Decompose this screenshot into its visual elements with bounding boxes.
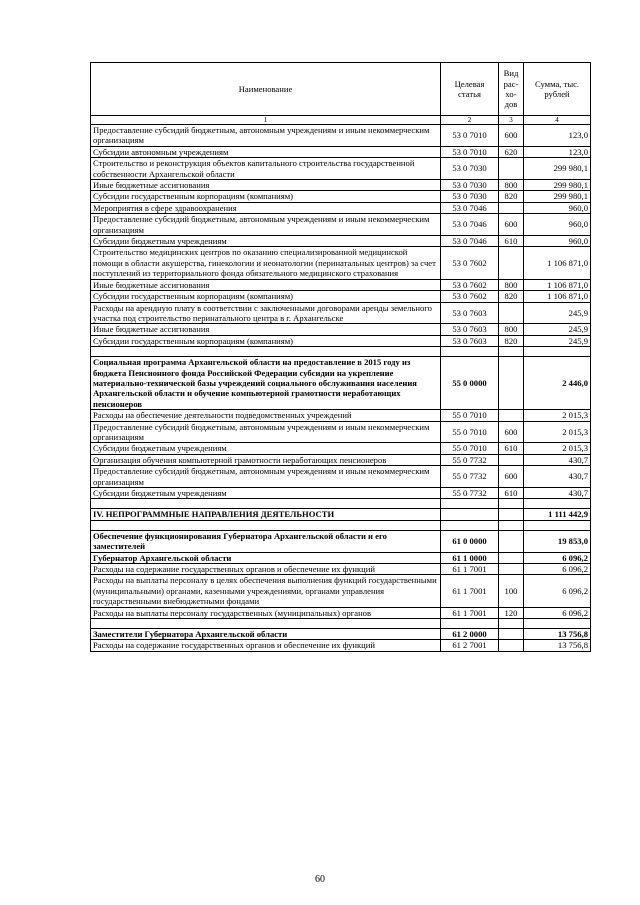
- vid-cell: 120: [499, 607, 524, 618]
- name-cell: Субсидии государственным корпорациям (компаниям): [91, 335, 441, 346]
- table-row: [91, 530, 591, 552]
- name-cell: Обеспечение функционирования Губернатора Архангельской области и его заместителей: [91, 530, 441, 552]
- sum-cell: 1 111 442,9: [524, 509, 591, 520]
- sum-cell: 1 106 871,0: [524, 279, 591, 290]
- empty-cell: [524, 619, 591, 629]
- vid-cell: [499, 202, 524, 213]
- page-number: 60: [315, 874, 325, 885]
- vid-cell: [499, 530, 524, 552]
- vid-cell: 600: [499, 125, 524, 147]
- vid-cell: [499, 629, 524, 640]
- code-cell: 53 0 7046: [441, 214, 499, 236]
- header-sum: Сумма, тыс. рублей: [524, 63, 591, 116]
- empty-cell: [441, 499, 499, 509]
- sum-cell: 245,9: [524, 335, 591, 346]
- vid-cell: 800: [499, 180, 524, 191]
- code-cell: 53 0 7603: [441, 335, 499, 346]
- code-cell: 53 0 7046: [441, 202, 499, 213]
- code-cell: 55 0 7732: [441, 466, 499, 488]
- vid-cell: 820: [499, 191, 524, 202]
- vid-cell: 600: [499, 214, 524, 236]
- table-row: [91, 291, 591, 302]
- vid-cell: 600: [499, 421, 524, 443]
- vid-cell: 800: [499, 279, 524, 290]
- name-cell: Строительство медицинских центров по оказанию специализированной медицинской помощи в области акушерства, гинекологии и неонатологии (перинатальных центров) за счет поступлений из территориального фонда обязательного медицинского страхования: [91, 247, 441, 279]
- name-cell: Расходы на выплаты персоналу государственных (муниципальных) органов: [91, 607, 441, 618]
- table-row: [91, 640, 591, 651]
- name-cell: Иные бюджетные ассигнования: [91, 279, 441, 290]
- table-body: [91, 63, 591, 652]
- empty-cell: [499, 619, 524, 629]
- sum-cell: 19 853,0: [524, 530, 591, 552]
- table-row: [91, 279, 591, 290]
- table-row: [91, 125, 591, 147]
- name-cell: Субсидии бюджетным учреждениям: [91, 236, 441, 247]
- name-cell: Губернатор Архангельской области: [91, 552, 441, 563]
- header-code: Целевая статья: [441, 63, 499, 116]
- table-row: [91, 410, 591, 421]
- sum-cell: 299 980,1: [524, 158, 591, 180]
- table-row: [91, 324, 591, 335]
- header-name: Наименование: [91, 63, 441, 116]
- budget-table: [90, 62, 591, 652]
- vid-cell: [499, 302, 524, 324]
- name-cell: Расходы на арендную плату в соответствии с заключенными договорами аренды земельного участка под строительство перинатального центра в г. Архангельске: [91, 302, 441, 324]
- sum-cell: 6 096,2: [524, 575, 591, 607]
- sum-cell: 430,7: [524, 466, 591, 488]
- code-cell: 53 0 7602: [441, 279, 499, 290]
- name-cell: Мероприятия в сфере здравоохранения: [91, 202, 441, 213]
- sum-cell: 123,0: [524, 146, 591, 157]
- column-number-row: [91, 116, 591, 125]
- sum-cell: 2 015,3: [524, 443, 591, 454]
- vid-cell: 820: [499, 291, 524, 302]
- code-cell: 55 0 7010: [441, 410, 499, 421]
- name-cell: Строительство и реконструкция объектов капитального строительства государственной собственности Архангельской области: [91, 158, 441, 180]
- vid-cell: [499, 509, 524, 520]
- vid-cell: 800: [499, 324, 524, 335]
- sum-cell: 2 015,3: [524, 421, 591, 443]
- table-row: [91, 247, 591, 279]
- code-cell: [441, 509, 499, 520]
- table-header-row: [91, 63, 591, 116]
- sum-cell: 2 446,0: [524, 357, 591, 410]
- vid-cell: 820: [499, 335, 524, 346]
- table-row: [91, 191, 591, 202]
- code-cell: 53 0 7602: [441, 291, 499, 302]
- table-row: [91, 335, 591, 346]
- name-cell: IV. НЕПРОГРАММНЫЕ НАПРАВЛЕНИЯ ДЕЯТЕЛЬНОСТИ: [91, 509, 441, 520]
- code-cell: 61 2 7001: [441, 640, 499, 651]
- sum-cell: 245,9: [524, 302, 591, 324]
- table-row: [91, 552, 591, 563]
- table-row: [91, 236, 591, 247]
- name-cell: Расходы на обеспечение деятельности подведомственных учреждений: [91, 410, 441, 421]
- sum-cell: 960,0: [524, 202, 591, 213]
- sum-cell: 6 096,2: [524, 564, 591, 575]
- name-cell: Предоставление субсидий бюджетным, автономным учреждениям и иным некоммерческим организациям: [91, 466, 441, 488]
- code-cell: 53 0 7030: [441, 158, 499, 180]
- sum-cell: 1 106 871,0: [524, 247, 591, 279]
- vid-cell: [499, 158, 524, 180]
- code-cell: 61 0 0000: [441, 530, 499, 552]
- table-row: [91, 146, 591, 157]
- sum-cell: 299 980,1: [524, 180, 591, 191]
- code-cell: 61 1 7001: [441, 564, 499, 575]
- table-row: [91, 509, 591, 520]
- empty-cell: [441, 520, 499, 530]
- empty-cell: [499, 347, 524, 357]
- empty-cell: [91, 520, 441, 530]
- table-row: [91, 421, 591, 443]
- spacer-row: [91, 499, 591, 509]
- empty-cell: [524, 499, 591, 509]
- vid-cell: 600: [499, 466, 524, 488]
- name-cell: Субсидии государственным корпорациям (компаниям): [91, 291, 441, 302]
- empty-cell: [441, 347, 499, 357]
- code-cell: 61 2 0000: [441, 629, 499, 640]
- vid-cell: 610: [499, 488, 524, 499]
- header-vid: Вид рас-хо-дов: [499, 63, 524, 116]
- name-cell: Субсидии бюджетным учреждениям: [91, 443, 441, 454]
- name-cell: Предоставление субсидий бюджетным, автономным учреждениям и иным некоммерческим организациям: [91, 421, 441, 443]
- sum-cell: 6 096,2: [524, 552, 591, 563]
- vid-cell: [499, 454, 524, 465]
- name-cell: Иные бюджетные ассигнования: [91, 324, 441, 335]
- name-cell: Расходы на содержание государственных органов и обеспечение их функций: [91, 564, 441, 575]
- empty-cell: [524, 520, 591, 530]
- code-cell: 53 0 7010: [441, 125, 499, 147]
- code-cell: 53 0 7603: [441, 302, 499, 324]
- table-row: [91, 443, 591, 454]
- name-cell: Социальная программа Архангельской области на предоставление в 2015 году из бюджета Пенсионного фонда Российской Федерации субсидии на укрепление материально-технической базы учреждений социального обслуживания населения Архангельской области и обучение компьютерной грамотности неработающих пенсионеров: [91, 357, 441, 410]
- code-cell: 55 0 7010: [441, 421, 499, 443]
- sum-cell: 960,0: [524, 214, 591, 236]
- sum-cell: 430,7: [524, 454, 591, 465]
- sum-cell: 6 096,2: [524, 607, 591, 618]
- vid-cell: [499, 247, 524, 279]
- sum-cell: 13 756,8: [524, 640, 591, 651]
- code-cell: 53 0 7603: [441, 324, 499, 335]
- vid-cell: 620: [499, 146, 524, 157]
- sum-cell: 123,0: [524, 125, 591, 147]
- vid-cell: [499, 640, 524, 651]
- column-number: 1: [91, 116, 441, 125]
- vid-cell: [499, 410, 524, 421]
- code-cell: 61 1 0000: [441, 552, 499, 563]
- name-cell: Заместители Губернатора Архангельской области: [91, 629, 441, 640]
- table-row: [91, 466, 591, 488]
- table-row: [91, 180, 591, 191]
- empty-cell: [91, 499, 441, 509]
- name-cell: Расходы на содержание государственных органов и обеспечение их функций: [91, 640, 441, 651]
- table-row: [91, 214, 591, 236]
- vid-cell: 610: [499, 236, 524, 247]
- empty-cell: [499, 520, 524, 530]
- vid-cell: [499, 564, 524, 575]
- sum-cell: 245,9: [524, 324, 591, 335]
- code-cell: 55 0 7010: [441, 443, 499, 454]
- column-number: 3: [499, 116, 524, 125]
- name-cell: Организация обучения компьютерной грамотности неработающих пенсионеров: [91, 454, 441, 465]
- vid-cell: 610: [499, 443, 524, 454]
- column-number: 2: [441, 116, 499, 125]
- table-row: [91, 575, 591, 607]
- table-row: [91, 564, 591, 575]
- sum-cell: 960,0: [524, 236, 591, 247]
- code-cell: 61 1 7001: [441, 607, 499, 618]
- code-cell: 55 0 0000: [441, 357, 499, 410]
- code-cell: 53 0 7046: [441, 236, 499, 247]
- table-row: [91, 302, 591, 324]
- table-row: [91, 158, 591, 180]
- vid-cell: [499, 552, 524, 563]
- vid-cell: [499, 357, 524, 410]
- vid-cell: 100: [499, 575, 524, 607]
- empty-cell: [441, 619, 499, 629]
- sum-cell: 13 756,8: [524, 629, 591, 640]
- spacer-row: [91, 520, 591, 530]
- name-cell: Иные бюджетные ассигнования: [91, 180, 441, 191]
- name-cell: Субсидии государственным корпорациям (компаниям): [91, 191, 441, 202]
- sum-cell: 299 980,1: [524, 191, 591, 202]
- code-cell: 55 0 7732: [441, 454, 499, 465]
- code-cell: 55 0 7732: [441, 488, 499, 499]
- empty-cell: [499, 499, 524, 509]
- table-row: [91, 629, 591, 640]
- empty-cell: [91, 347, 441, 357]
- spacer-row: [91, 347, 591, 357]
- sum-cell: 430,7: [524, 488, 591, 499]
- table-row: [91, 357, 591, 410]
- name-cell: Предоставление субсидий бюджетным, автономным учреждениям и иным некоммерческим организациям: [91, 125, 441, 147]
- code-cell: 53 0 7030: [441, 180, 499, 191]
- code-cell: 53 0 7602: [441, 247, 499, 279]
- name-cell: Субсидии автономным учреждениям: [91, 146, 441, 157]
- column-number: 4: [524, 116, 591, 125]
- empty-cell: [91, 619, 441, 629]
- name-cell: Предоставление субсидий бюджетным, автономным учреждениям и иным некоммерческим организациям: [91, 214, 441, 236]
- table-row: [91, 607, 591, 618]
- code-cell: 53 0 7030: [441, 191, 499, 202]
- table-row: [91, 454, 591, 465]
- table-row: [91, 202, 591, 213]
- code-cell: 61 1 7001: [441, 575, 499, 607]
- name-cell: Субсидии бюджетным учреждениям: [91, 488, 441, 499]
- sum-cell: 1 106 871,0: [524, 291, 591, 302]
- empty-cell: [524, 347, 591, 357]
- code-cell: 53 0 7010: [441, 146, 499, 157]
- spacer-row: [91, 619, 591, 629]
- table-row: [91, 488, 591, 499]
- sum-cell: 2 015,3: [524, 410, 591, 421]
- name-cell: Расходы на выплаты персоналу в целях обеспечения выполнения функций государственными (муниципальными) органами, казенными учреждениями, органами управления государственными внебюджетными фондами: [91, 575, 441, 607]
